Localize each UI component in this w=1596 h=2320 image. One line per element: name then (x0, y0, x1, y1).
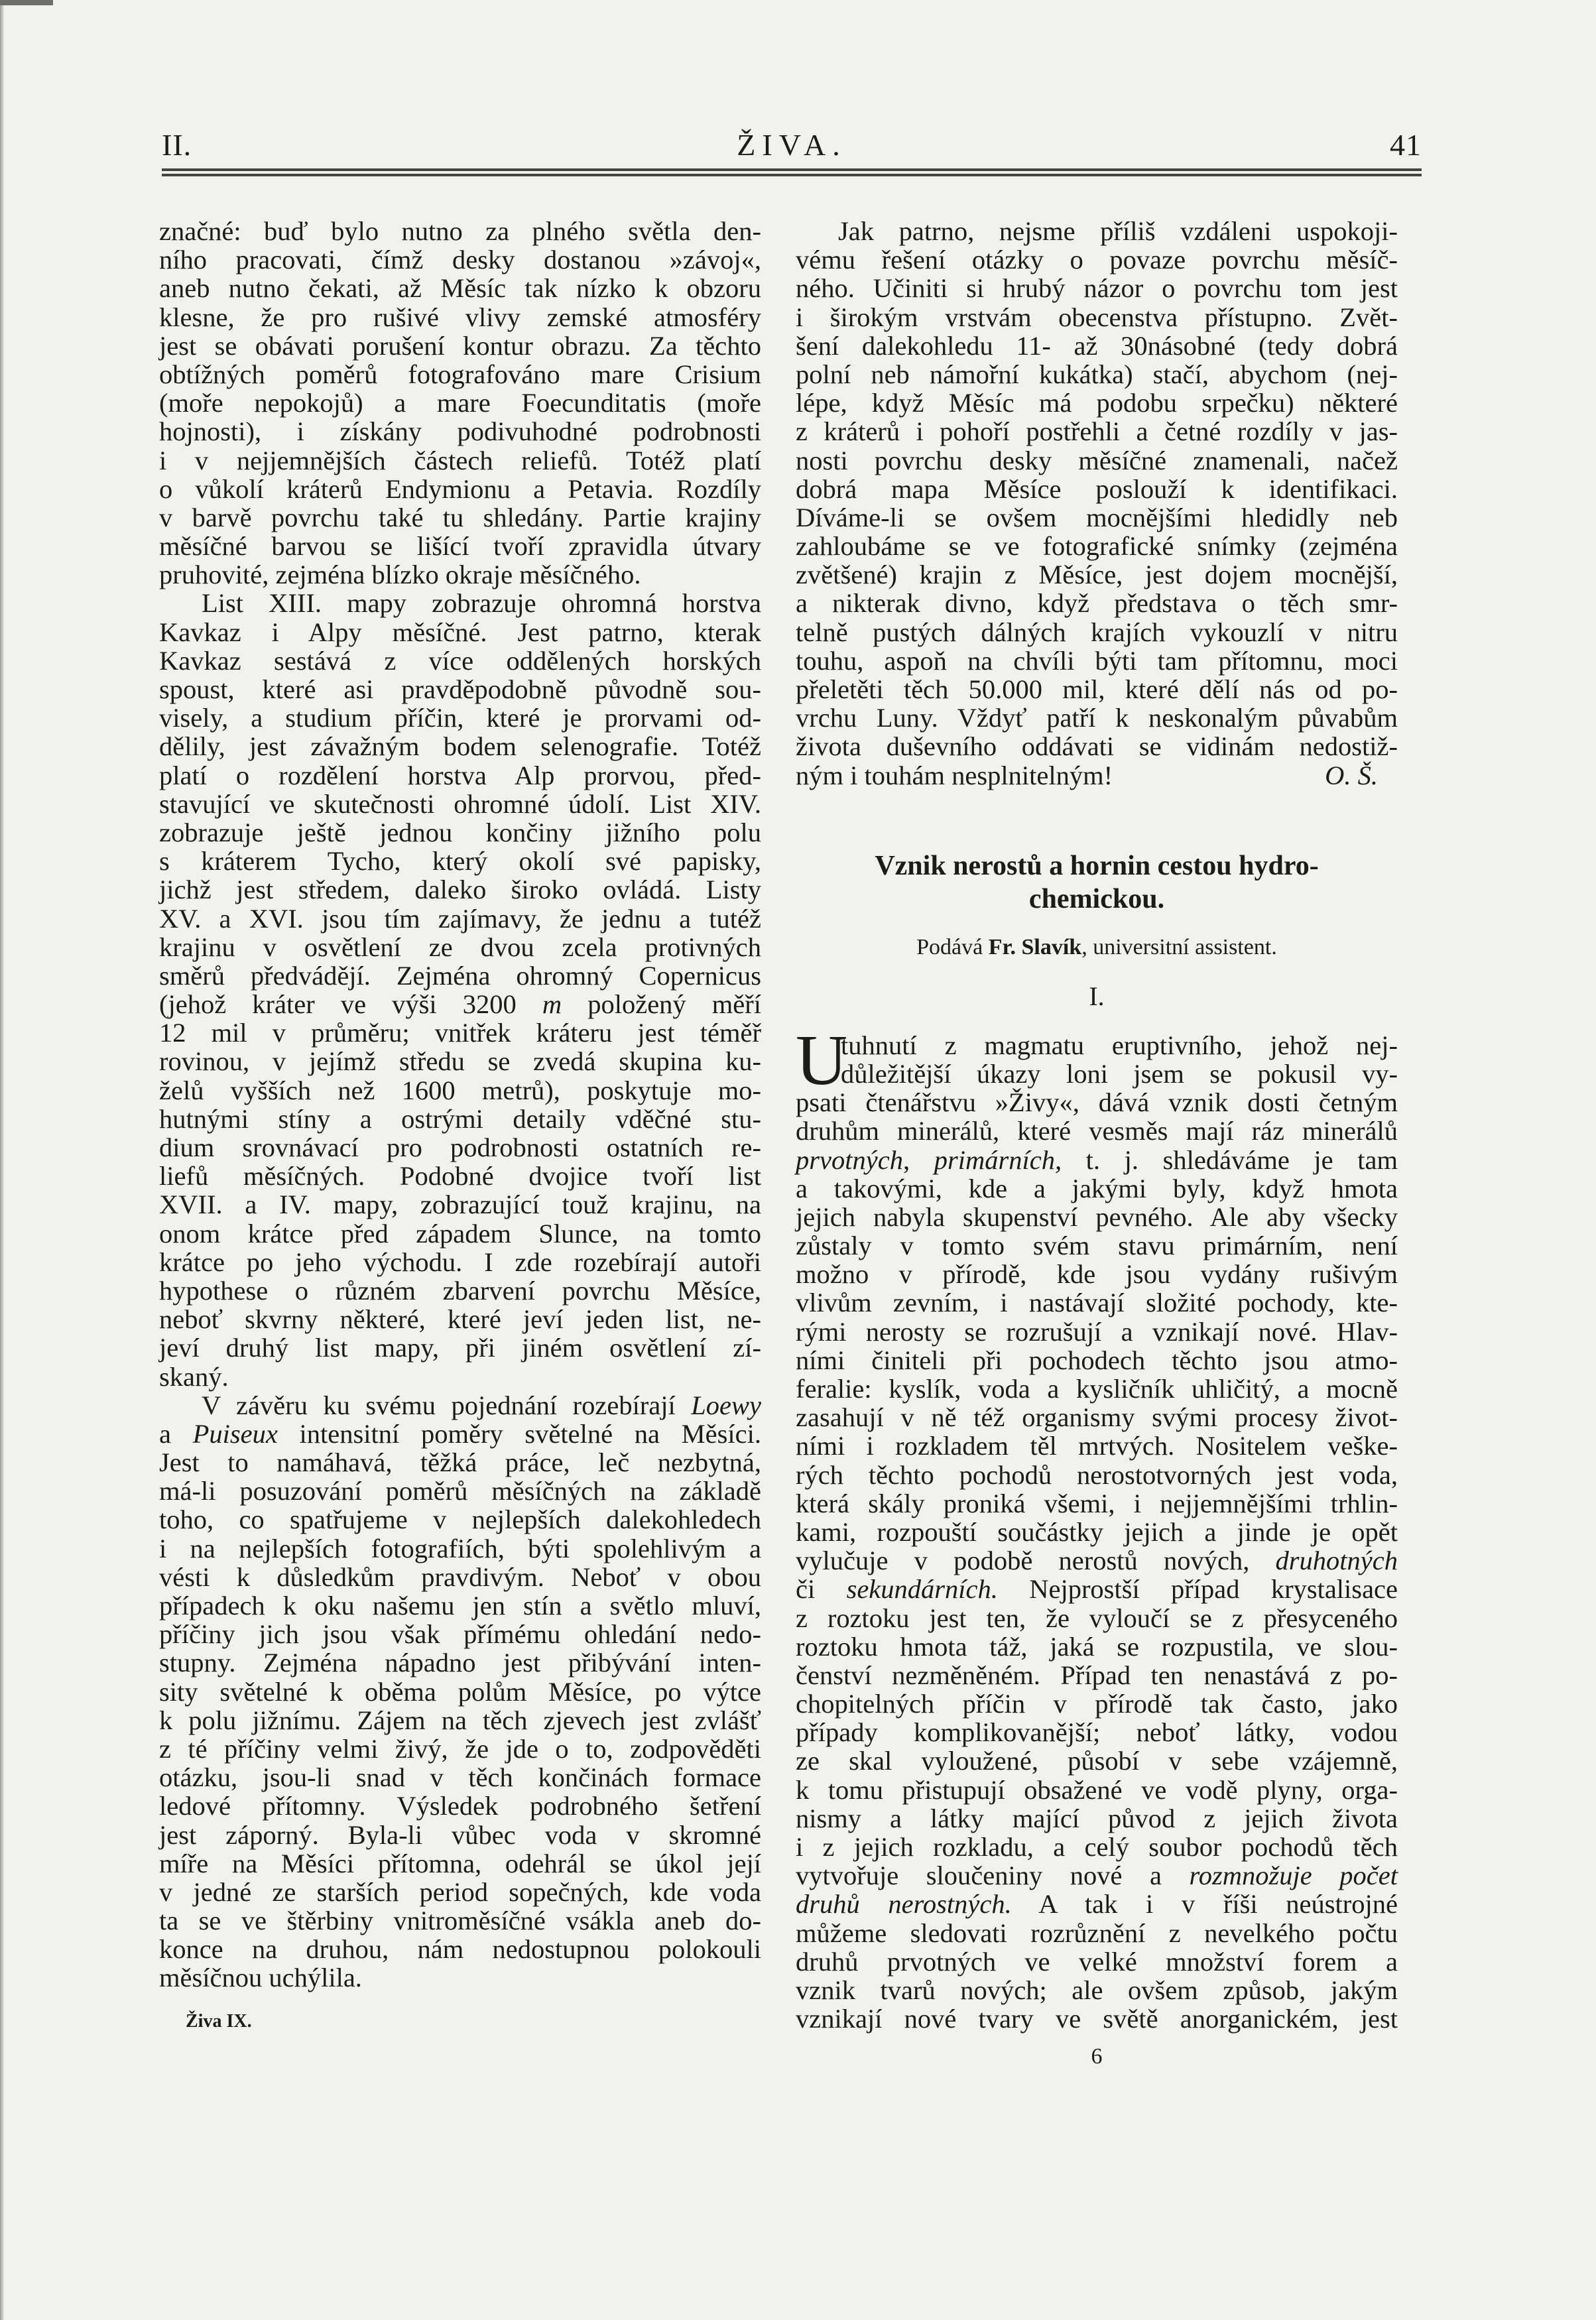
text-line: případy komplikovanější; neboť látky, vodou (796, 1717, 1398, 1748)
text-line: druhů prvotných ve velké množství forem a (796, 1946, 1398, 1977)
text-line: krajinu v osvětlení ze dvou zcela protivných (159, 932, 761, 962)
text-line (159, 990, 761, 1018)
text-line: vésti k důsledkům pravdivým. Neboť v obou (159, 1561, 761, 1592)
left-column (159, 217, 761, 2036)
right-column (796, 217, 1398, 2071)
text-line: skaný. (159, 1361, 229, 1392)
text-line: ta se ve štěrbiny vnitroměsíčné vsákla aneb do- (159, 1906, 761, 1936)
volume-number: II. (162, 128, 192, 162)
text-line: visely, a studium příčin, které je prorvami od- (159, 703, 761, 733)
text-run: t. j. shledáváme je tam (1062, 1144, 1398, 1175)
text-line: směrů předvádějí. Zejména ohromný Copernicus (159, 960, 761, 991)
text-line: Kavkaz sestává z více oddělených horských (159, 645, 761, 676)
text-line: i z jejich rozkladu, a celý soubor pochodů těch (796, 1832, 1398, 1862)
text-line: Kavkaz i Alpy měsíčné. Jest patrno, kterak (159, 617, 761, 647)
text-line: vlivům zevním, i nastávají složité pochody, kte- (796, 1288, 1398, 1318)
text-line: neboť skvrny některé, které jeví jeden list, ne- (159, 1304, 761, 1335)
text-run: (jehož kráter ve výši 3200 (159, 989, 542, 1020)
text-line: ného. Učiniti si hrubý názor o povrchu tom jest (796, 273, 1398, 304)
spacer (796, 916, 1398, 933)
text-line: jest se obávati porušení kontur obrazu. Za těchto (159, 330, 761, 361)
italic-text: druhů nerostných. (796, 1889, 1012, 1920)
text-line: možno v přírodě, kde jsou vydány rušivým (796, 1259, 1398, 1290)
text-line: lépe, když Měsíc má podobu srpečku) některé (796, 388, 1398, 418)
text-line: ledové přítomny. Výsledek podrobného šetření (159, 1791, 761, 1821)
text-run: či (796, 1574, 847, 1605)
text-line: měsíčné barvou se lišící tvoří zpravidla útvary (159, 531, 761, 562)
text-line: zobrazuje ještě jednou končiny jižního polu (159, 817, 761, 847)
signature-number: 6 (1091, 2044, 1103, 2069)
text-line: i na nejlepších fotografiích, býti spolehlivým a (159, 1533, 761, 1563)
text-line (159, 1420, 761, 1448)
text-line: klesne, že pro rušivé vlivy zemské atmosféry (159, 302, 761, 332)
text-line: Jak patrno, nejsme příliš vzdáleni uspokoji- (838, 216, 1398, 246)
header-double-rule (162, 168, 1422, 176)
text-line: míře na Měsíci přítomna, odehrál se úkol její (159, 1848, 761, 1878)
text-line: přeletěti těch 50.000 mil, které dělí nás od po- (796, 674, 1398, 704)
text-line: 12 mil v průměru; vnitřek kráteru jest téměř (159, 1018, 761, 1048)
text-run: a (159, 1418, 193, 1449)
text-line: telně pustých dálných krajích vykouzlí v nitru (796, 617, 1398, 647)
text-line: Díváme-li se ovšem mocnějšími hledidly neb (796, 502, 1398, 532)
italic-text: Puiseux (192, 1418, 278, 1449)
text-line: roztoku hmota táž, jaká se rozpustila, ve slou- (796, 1631, 1398, 1662)
text-run: A tak i v říši neústrojné (1011, 1889, 1398, 1920)
author-initials: O. Š. (1325, 760, 1378, 790)
text-line: zahloubáme se ve fotografické snímky (zejména (796, 531, 1398, 562)
italic-text: sekundárních. (846, 1574, 998, 1605)
text-line: želů vyšších než 1600 metrů), poskytuje mo- (159, 1075, 761, 1105)
text-line: stupny. Zejména nápadno jest přibývání inten- (159, 1648, 761, 1678)
text-line: života duševního oddávati se vidinám nedostiž- (796, 731, 1398, 762)
text-run: intensitní poměry světelné na Měsíci. (277, 1418, 761, 1449)
text-line (796, 1890, 1398, 1918)
text-line: s kráterem Tycho, který okolí své papisky, (159, 846, 761, 877)
text-line: a takovými, kde a jakými byly, když hmota (796, 1173, 1398, 1203)
italic-text: Loewy (691, 1390, 761, 1420)
text-line: List XIII. mapy zobrazuje ohromná horstva (202, 588, 761, 619)
text-line: touhu, aspoň na chvíli býti tam přítomnu, moci (796, 645, 1398, 676)
text-run: vylučuje v podobě nerostů nových, (796, 1546, 1276, 1576)
closing-article-text (796, 217, 1398, 761)
text-run: V závěru ku svému pojednání rozebírají (202, 1390, 692, 1420)
text-run: Nejprostší případ krystalisace (997, 1574, 1398, 1605)
text-line: liefů měsíčných. Podobné dvojice tvoří list (159, 1161, 761, 1191)
text-line: o vůkolí kráterů Endymionu a Petavia. Rozdíly (159, 473, 761, 504)
text-line: i v nejjemnějších částech reliefů. Totéž platí (159, 445, 761, 475)
text-line: vznikají nové tvary ve světě anorganickém, jest (796, 2004, 1398, 2034)
byline-prefix: Podává (916, 934, 989, 959)
text-line: jeví druhý list mapy, při jiném osvětlení zí- (159, 1333, 761, 1363)
text-line (796, 1861, 1398, 1890)
text-line: onom krátce před západem Slunce, na tomto (159, 1218, 761, 1249)
article-byline (796, 933, 1398, 962)
text-line: měsíčnou uchýlila. (159, 1963, 362, 1993)
text-line: hojnosti), i získány podivuhodné podrobnosti (159, 416, 761, 447)
running-head (162, 127, 1422, 167)
text-line: která skály proniká všemi, i nejjemnějšími trhlin- (796, 1488, 1398, 1518)
text-line: příčiny jich jsou však přímému ohledání nedo- (159, 1619, 761, 1650)
text-line: ními i rozkladem těl mrtvých. Nositelem veške- (796, 1431, 1398, 1461)
text-line (796, 1575, 1398, 1603)
text-line: a nikterak divno, když představa o těch smr- (796, 588, 1398, 619)
text-line: spoust, které asi pravděpodobně původně sou- (159, 674, 761, 704)
text-line: značné: buď bylo nutno za plného světla den- (159, 216, 761, 246)
text-line: k tomu přistupují obsažené ve vodě plyny, orga- (796, 1774, 1398, 1805)
text-run: položený měří (562, 989, 762, 1020)
page-scan-edge (0, 0, 4, 2320)
text-line: obtížných poměrů fotografováno mare Crisium (159, 359, 761, 389)
text-line: z té příčiny velmi živý, že jde o to, zodpověděti (159, 1733, 761, 1764)
text-line: (moře nepokojů) a mare Foecunditatis (moře (159, 388, 761, 418)
dropcap-letter: U (796, 1020, 847, 1100)
text-line: chopitelných příčin v přírodě tak často, jako (796, 1689, 1398, 1719)
text-line: v barvě povrchu také tu shledány. Partie krajiny (159, 502, 761, 532)
text-line: psati čtenářstvu »Živy«, dává vznik dosti četným (796, 1087, 1398, 1118)
page-scan-corner (0, 0, 53, 5)
text-line: dobrá mapa Měsíce poslouží k identifikaci. (796, 473, 1398, 504)
section-number: I. (1089, 981, 1105, 1011)
text-line: platí o rozdělení horstva Alp prorvou, před- (159, 760, 761, 790)
text-line: XV. a XVI. jsou tím zajímavy, že jednu a tutéž (159, 903, 761, 934)
article-title-line-2: chemickou. (1028, 883, 1165, 914)
text-line: rovinou, v jejímž středu se zvedá skupina ku- (159, 1046, 761, 1077)
text-line: krátce po jeho východu. I zde rozebírají autoři (159, 1247, 761, 1277)
spacer (796, 790, 1398, 849)
text-line: ze skal vyloužené, působí v sebe vzájemně, (796, 1746, 1398, 1776)
text-line (796, 1546, 1398, 1575)
text-line: vznik tvarů nových; ale ovšem způsob, jakým (796, 1975, 1398, 2005)
left-column-text (159, 217, 761, 1992)
text-line: z kráterů i pohoří postřehli a četné rozdíly v jas- (796, 416, 1398, 447)
text-line: feralie: kyslík, voda a kysličník uhličitý, a mocně (796, 1374, 1398, 1404)
article-title-line-1: Vznik nerostů a hornin cestou hydro- (875, 850, 1319, 881)
closing-line (796, 761, 1398, 790)
text-line: jest záporný. Byla-li vůbec voda v skromné (159, 1819, 761, 1850)
text-line: nismy a látky mající původ z jejich života (796, 1803, 1398, 1833)
italic-text: prvotných (796, 1144, 903, 1175)
text-line: šení dalekohledu 11- až 30násobné (tedy dobrá (796, 330, 1398, 361)
text-line: jichž jest středem, daleko široko ovládá. Listy (159, 875, 761, 905)
spacer (796, 1011, 1398, 1031)
byline-author: Fr. Slavík (988, 934, 1082, 959)
text-line: polní neb námořní kukátka) stačí, abychom (nej- (796, 359, 1398, 389)
text-line: XVII. a IV. mapy, zobrazující touž krajinu, na (159, 1190, 761, 1220)
text-line: hypothese o různém zbarvení povrchu Měsíce, (159, 1275, 761, 1306)
text-line: důležitější úkazy loni jsem se pokusil vy- (841, 1058, 1398, 1089)
text-line: druhům minerálů, které vesměs mají ráz minerálů (796, 1116, 1398, 1146)
signature-mark: Živa IX. (186, 2010, 252, 2032)
text-line: má-li posuzování poměrů měsíčných na základě (159, 1476, 761, 1506)
text-line: ními činiteli při pochodech těchto jsou atmo- (796, 1345, 1398, 1375)
text-line: zasahují v ně též organismy svými procesy život- (796, 1402, 1398, 1433)
text-line: konce na druhou, nám nedostupnou polokouli (159, 1934, 761, 1965)
text-line: vrchu Luny. Vždyť patří k neskonalým půvabům (796, 703, 1398, 733)
page-number: 41 (1390, 128, 1422, 162)
article-body-text (796, 1088, 1398, 2033)
text-line: aneb nutno čekati, až Měsíc tak nízko k obzoru (159, 273, 761, 304)
text-line: jejich nabyla skupenství pevného. Ale aby všecky (796, 1201, 1398, 1232)
text-line: nosti povrchu desky měsíčné znamenali, načež (796, 445, 1398, 475)
text-line: dělily, jest závažným bodem selenografie. Totéž (159, 731, 761, 762)
text-line: můžeme sledovati rozrůznění z nevelkého počtu (796, 1918, 1398, 1948)
text-line: dium srovnávací pro podrobnosti ostatních re- (159, 1132, 761, 1162)
italic-text: m (542, 989, 562, 1020)
text-line: toho, co spatřujeme v nejlepších dalekohledech (159, 1504, 761, 1535)
byline-suffix: , universitní assistent. (1081, 934, 1277, 959)
text-line: rými nerosty se rozrušují a vznikají nové. Hlav- (796, 1316, 1398, 1347)
text-line (159, 1391, 761, 1420)
spacer (796, 962, 1398, 982)
text-line: případech k oku našemu jen stín a světlo mluví, (159, 1591, 761, 1620)
dropcap-paragraph-start (796, 1020, 1398, 1100)
text-line: otázku, jsou-li snad v těch končinách formace (159, 1762, 761, 1793)
text-line (796, 1146, 1398, 1174)
journal-title: ŽIVA. (737, 128, 847, 162)
text-line: zvětšené) krajin z Měsíce, jest dojem mocnější, (796, 560, 1398, 590)
italic-text: druhotných (1275, 1546, 1398, 1576)
text-line: kami, rozpouští součástky jejich a jinde je opět (796, 1516, 1398, 1547)
text-line: Jest to namáhavá, těžká práce, leč nezbytná, (159, 1447, 761, 1478)
text-line: ního pracovati, čímž desky dostanou »závoj«, (159, 245, 761, 275)
text-line: hutnými stíny a ostrými detaily vděčné stu- (159, 1103, 761, 1134)
text-run: , (902, 1144, 934, 1175)
text-line: z roztoku jest ten, že vyloučí se z přesyceného (796, 1603, 1398, 1633)
text-line: sity světelné k oběma polům Měsíce, po výtce (159, 1676, 761, 1707)
closing-line-text: ným i touhám nesplnitelným! (796, 760, 1113, 790)
text-line: vému řešení otázky o povaze povrchu měsíč- (796, 245, 1398, 275)
text-line: čenství nezměněném. Případ ten nenastává z po- (796, 1660, 1398, 1690)
text-line: rých těchto pochodů nerostotvorných jest voda, (796, 1459, 1398, 1490)
text-line: k polu jižnímu. Zájem na těch zjevech jest zvlášť (159, 1705, 761, 1735)
italic-text: rozmnožuje počet (1189, 1861, 1398, 1891)
text-run: vytvořuje sloučeniny nové a (796, 1861, 1190, 1891)
text-line: zůstaly v tomto svém stavu primárním, není (796, 1231, 1398, 1261)
text-line: tuhnutí z magmatu eruptivního, jehož nej- (841, 1030, 1398, 1060)
text-line: i širokým vrstvám obecenstva přístupno. Zvět- (796, 302, 1398, 332)
text-line: pruhovité, zejména blízko okraje měsíčného. (159, 560, 641, 590)
text-line: v jedné ze starších period sopečných, kde voda (159, 1876, 761, 1907)
text-line: stavující ve skutečnosti ohromné údolí. List XIV. (159, 788, 761, 819)
italic-text: primárních, (934, 1144, 1062, 1175)
